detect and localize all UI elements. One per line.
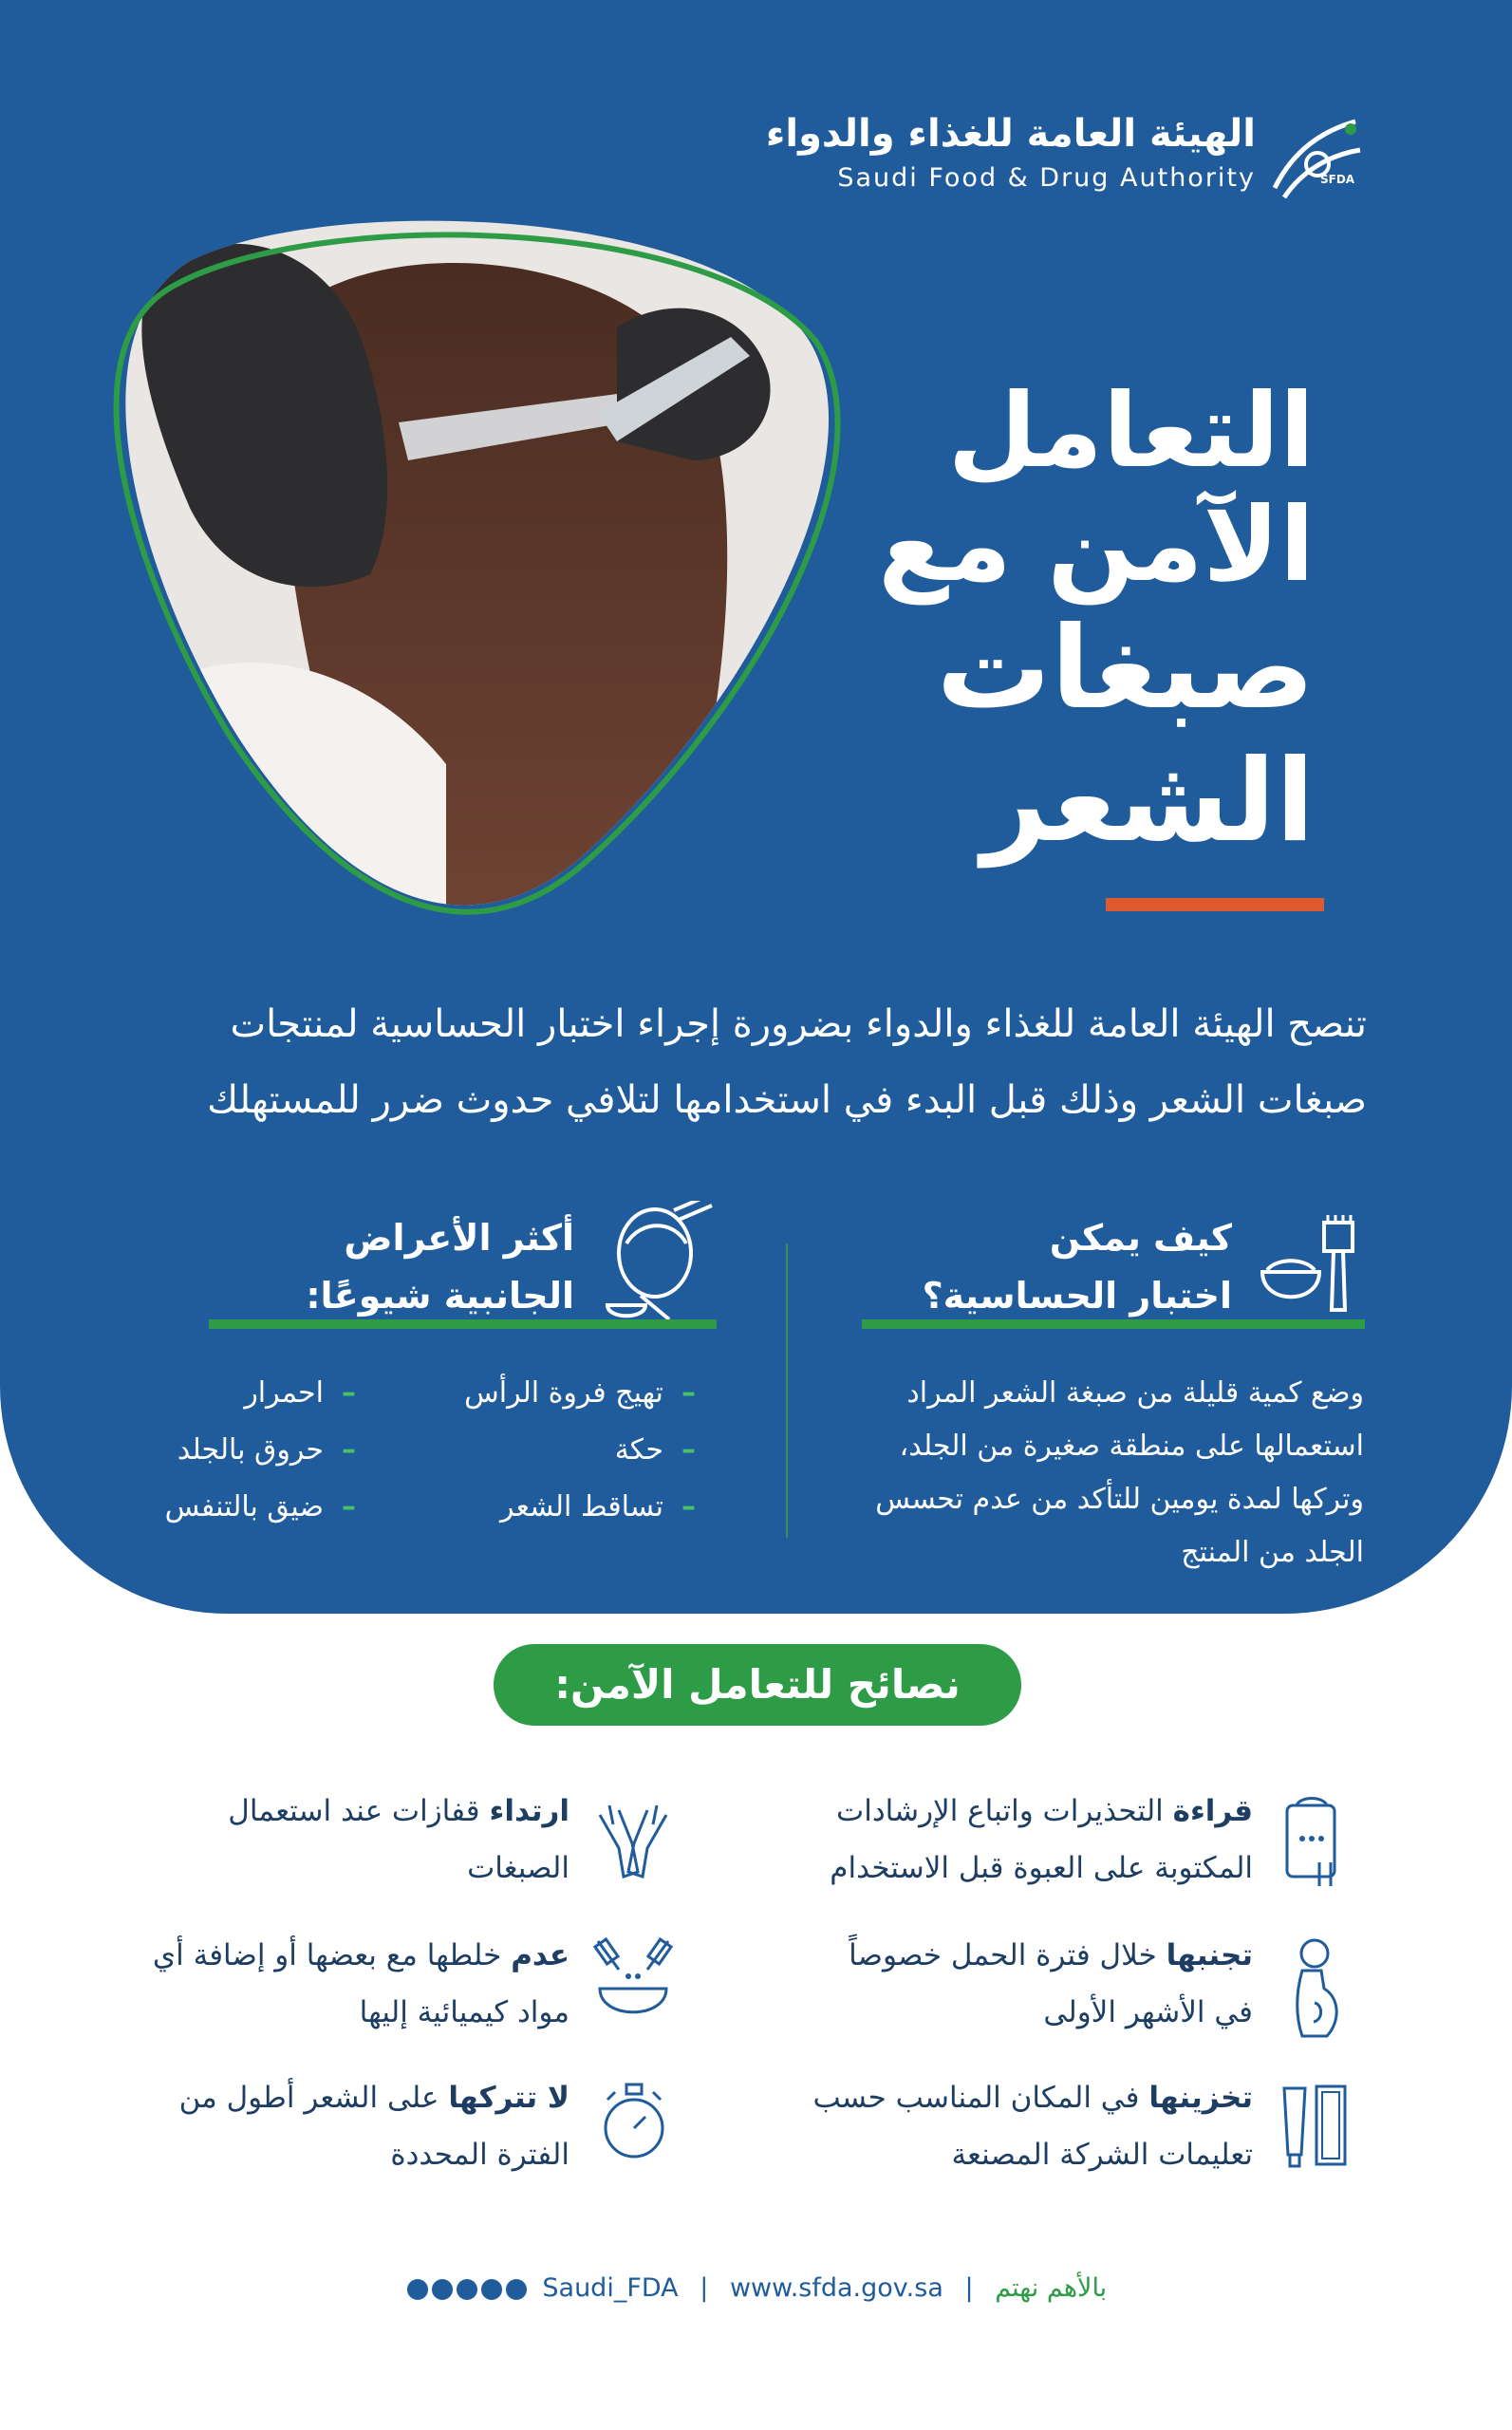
sensitivity-test-title-1: كيف يمكن — [1049, 1217, 1232, 1259]
title-line-4: الشعر — [981, 736, 1315, 868]
title-line-1: التعامل — [947, 372, 1315, 491]
youtube-icon[interactable] — [481, 2279, 502, 2300]
symptom-item: – حكة — [614, 1433, 696, 1467]
intro-line-1: تنصح الهيئة العامة للغذاء والدواء بضرورة إجراء اختبار الحساسية لمنتجات — [230, 1002, 1367, 1046]
title-underline — [1106, 898, 1324, 911]
social-handle[interactable]: Saudi_FDA — [542, 2273, 679, 2303]
sensitivity-test-title-2: اختبار الحساسية؟ — [922, 1275, 1232, 1317]
facebook-icon[interactable] — [506, 2279, 527, 2300]
pregnant-woman-icon — [1281, 1936, 1348, 2041]
symptom-item: – تساقط الشعر — [500, 1490, 696, 1523]
side-effects-title-1: أكثر الأعراض — [344, 1217, 574, 1259]
tip-wear-gloves: ارتداء قفازات عند استعمال الصبغات — [228, 1794, 569, 1885]
tip-storage: تخزينها في المكان المناسب حسب تعليمات الشركة المصنعة — [812, 2081, 1253, 2172]
sfda-logo-mark-icon — [1265, 112, 1370, 207]
tip-time-limit: لا تتركها على الشعر أطول من الفترة المحددة — [178, 2081, 569, 2172]
logo-mark-text: SFDA — [1320, 173, 1355, 186]
footer-slogan: بالأهم نهتم — [995, 2273, 1108, 2303]
tips-heading: نصائح للتعامل الآمن: — [494, 1644, 1021, 1726]
twitter-icon[interactable] — [407, 2279, 428, 2300]
timer-icon — [596, 2079, 672, 2164]
gloves-icon — [590, 1796, 676, 1881]
symptom-item: – حروق بالجلد — [177, 1433, 356, 1467]
instagram-icon[interactable] — [457, 2279, 477, 2300]
storage-tube-icon — [1277, 2079, 1353, 2174]
tip-avoid-pregnancy: تجنبها خلال فترة الحمل خصوصاً في الأشهر الأولى — [849, 1938, 1253, 2029]
side-effects-underline — [209, 1319, 717, 1329]
sensitivity-test-underline — [862, 1319, 1365, 1329]
tip-read-warnings: قراءة التحذيرات واتباع الإرشادات المكتوبة على العبوة قبل الاستخدام — [830, 1794, 1253, 1885]
symptom-item: – احمرار — [244, 1376, 356, 1410]
brush-bowl-icon — [1258, 1215, 1367, 1319]
snapchat-icon[interactable] — [432, 2279, 453, 2300]
instructions-card-icon — [1281, 1796, 1348, 1891]
intro-line-2: صبغات الشعر وذلك قبل البدء في استخدامها لتلافي حدوث ضرر للمستهلك — [207, 1078, 1367, 1122]
column-divider — [786, 1243, 788, 1538]
footer-separator: | — [964, 2273, 974, 2303]
logo-english-name: Saudi Food & Drug Authority — [837, 163, 1256, 193]
sensitivity-test-text: وضع كمية قليلة من صبغة الشعر المراد استعمالها على منطقة صغيرة من الجلد، وتركها لمدة يومين للتأكد من عدم تحسس الجلد من المنتج — [875, 1376, 1364, 1569]
footer-separator: | — [700, 2273, 709, 2303]
page-title — [783, 372, 1315, 869]
logo-arabic-name: الهيئة العامة للغذاء والدواء — [765, 112, 1256, 156]
tip-no-mixing: عدم خلطها مع بعضها أو إضافة أي مواد كيميائية إليها — [152, 1938, 569, 2029]
side-effects-title-2: الجانبية شيوعًا: — [306, 1275, 574, 1317]
social-icons — [405, 2273, 537, 2303]
sfda-logo — [1265, 112, 1370, 207]
woman-hair-dye-icon — [603, 1201, 717, 1324]
title-line-3: صبغات — [936, 603, 1315, 735]
symptom-item: – ضيق بالتنفس — [164, 1490, 356, 1523]
title-line-2: الآمن مع — [878, 486, 1315, 605]
website-link[interactable]: www.sfda.gov.sa — [729, 2273, 943, 2303]
hair-dye-photo — [85, 176, 845, 916]
symptom-item: – تهيج فروة الرأس — [464, 1376, 696, 1410]
footer — [0, 2273, 1512, 2303]
mixing-bowl-icon — [590, 1936, 676, 2022]
